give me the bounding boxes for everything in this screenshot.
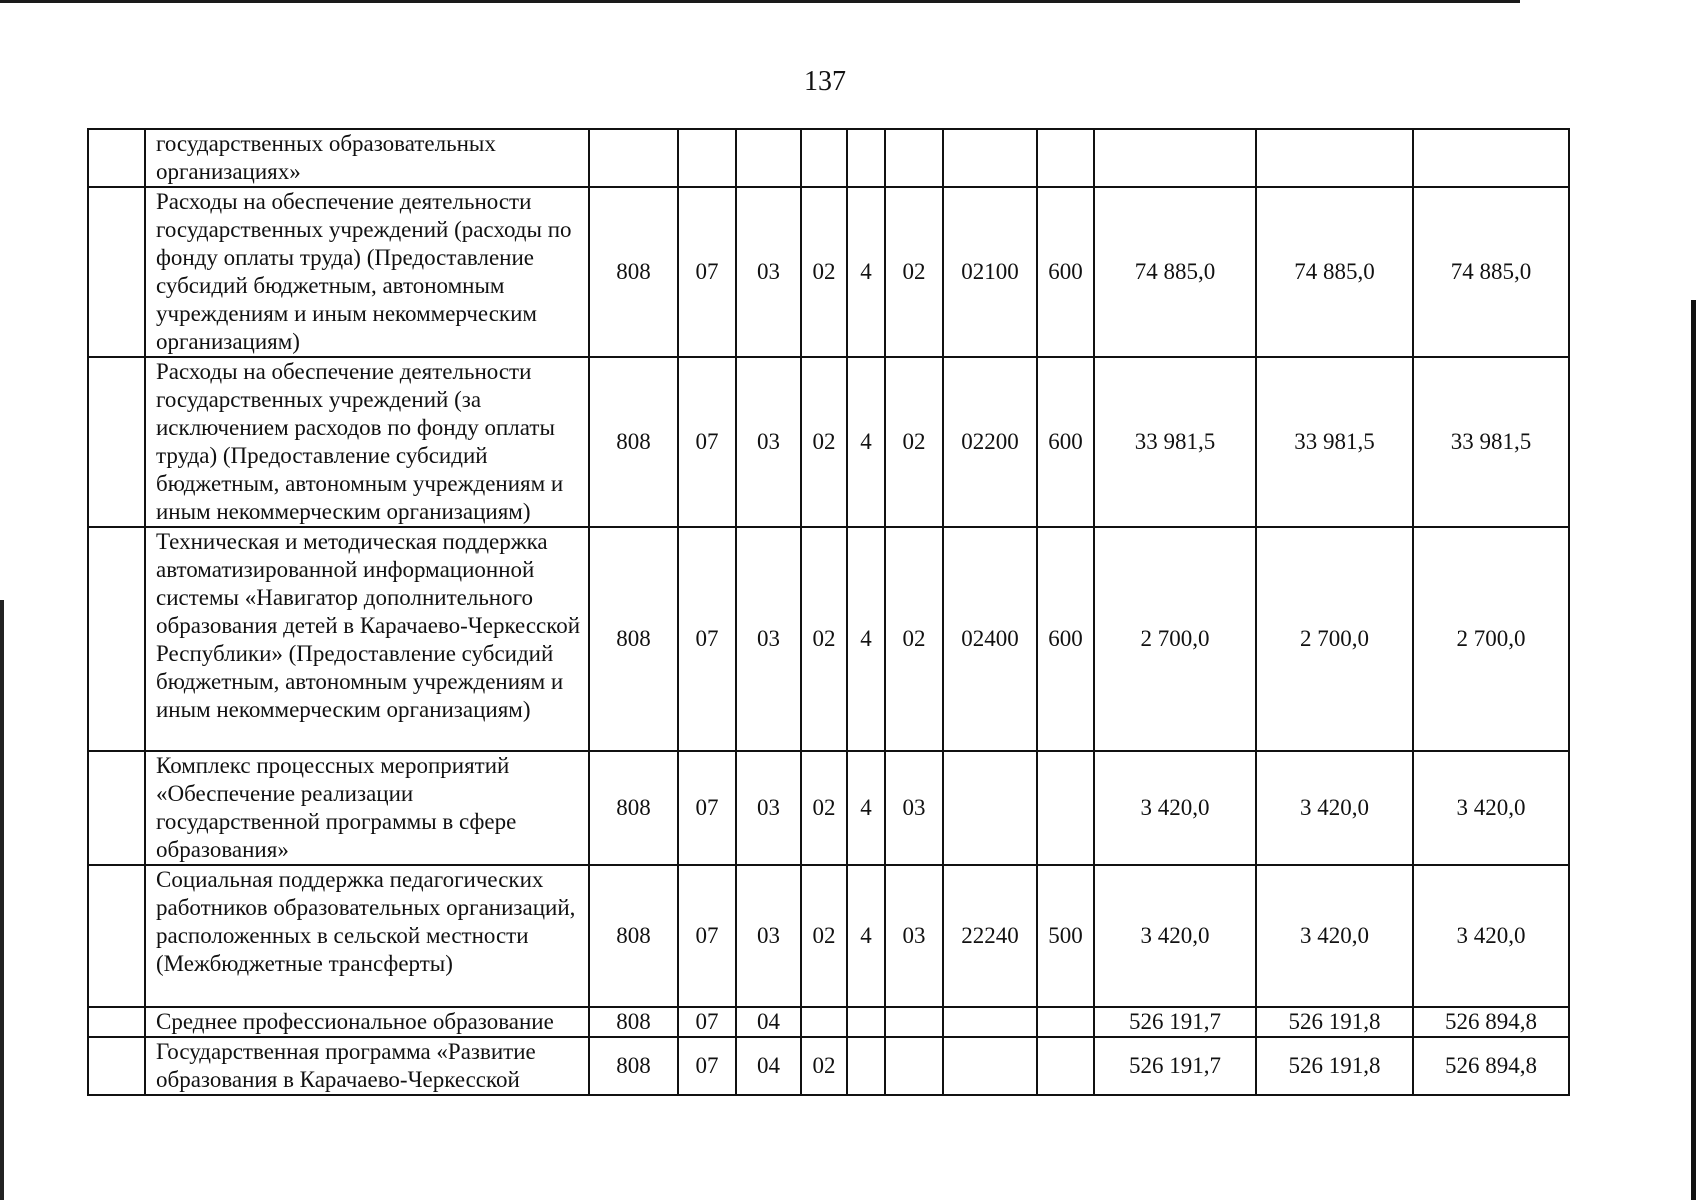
table-row [88, 129, 1569, 187]
row-name: Комплекс процессных мероприятий «Обеспечение реализации государственной программы в сфере образования» [145, 751, 589, 865]
code-expense-type: 600 [1037, 357, 1094, 527]
code-direction [943, 129, 1037, 187]
row-number-cell [88, 1007, 145, 1037]
code-direction [943, 751, 1037, 865]
row-name: Расходы на обеспечение деятельности государственных учреждений (за исключением расходов по фонду оплаты труда) (Предоставление субсидий бюджетным, автономным учреждениям и иным некоммерческим организациям) [145, 357, 589, 527]
code-section: 07 [678, 187, 736, 357]
code-expense-type [1037, 129, 1094, 187]
scan-edge-top [0, 0, 1520, 3]
table-row [88, 1007, 1569, 1037]
amount-year-1: 526 191,7 [1094, 1007, 1256, 1037]
code-expense-type: 600 [1037, 187, 1094, 357]
table-row [88, 357, 1569, 527]
amount-year-1: 3 420,0 [1094, 751, 1256, 865]
row-name: Среднее профессиональное образование [145, 1007, 589, 1037]
table-row [88, 187, 1569, 357]
code-event: 02 [885, 527, 943, 751]
row-number-cell [88, 129, 145, 187]
amount-year-3: 33 981,5 [1413, 357, 1569, 527]
code-program: 02 [801, 865, 847, 1007]
code-event [885, 1007, 943, 1037]
table-row [88, 865, 1569, 1007]
code-type: 4 [847, 751, 885, 865]
code-section: 07 [678, 865, 736, 1007]
code-type [847, 1037, 885, 1095]
amount-year-3: 3 420,0 [1413, 751, 1569, 865]
row-number-cell [88, 357, 145, 527]
amount-year-2: 74 885,0 [1256, 187, 1413, 357]
code-expense-type: 600 [1037, 527, 1094, 751]
code-section [678, 129, 736, 187]
amount-year-3: 2 700,0 [1413, 527, 1569, 751]
code-section: 07 [678, 1037, 736, 1095]
code-ministry: 808 [589, 527, 678, 751]
code-subsection: 03 [736, 751, 801, 865]
code-program: 02 [801, 751, 847, 865]
code-type [847, 1007, 885, 1037]
code-type: 4 [847, 187, 885, 357]
amount-year-3: 526 894,8 [1413, 1007, 1569, 1037]
code-direction: 02100 [943, 187, 1037, 357]
scan-edge-right [1691, 300, 1696, 1200]
code-event: 02 [885, 357, 943, 527]
amount-year-3: 526 894,8 [1413, 1037, 1569, 1095]
code-ministry: 808 [589, 865, 678, 1007]
code-event [885, 129, 943, 187]
code-event: 03 [885, 751, 943, 865]
code-ministry: 808 [589, 751, 678, 865]
amount-year-1: 2 700,0 [1094, 527, 1256, 751]
code-type: 4 [847, 357, 885, 527]
amount-year-2: 526 191,8 [1256, 1037, 1413, 1095]
code-direction [943, 1037, 1037, 1095]
code-subsection: 04 [736, 1007, 801, 1037]
row-number-cell [88, 527, 145, 751]
code-expense-type [1037, 1037, 1094, 1095]
code-ministry: 808 [589, 1007, 678, 1037]
amount-year-1 [1094, 129, 1256, 187]
code-section: 07 [678, 357, 736, 527]
code-event: 03 [885, 865, 943, 1007]
code-ministry [589, 129, 678, 187]
scan-edge-left [0, 600, 4, 1200]
code-ministry: 808 [589, 187, 678, 357]
code-ministry: 808 [589, 357, 678, 527]
code-direction: 22240 [943, 865, 1037, 1007]
row-name: Социальная поддержка педагогических работников образовательных организаций, расположенных в сельской местности (Межбюджетные трансферты) [145, 865, 589, 1007]
table-row [88, 527, 1569, 751]
code-ministry: 808 [589, 1037, 678, 1095]
budget-table [87, 128, 1570, 1096]
code-program: 02 [801, 1037, 847, 1095]
code-direction: 02200 [943, 357, 1037, 527]
code-subsection: 03 [736, 527, 801, 751]
code-program: 02 [801, 187, 847, 357]
row-name: государственных образовательных организациях» [145, 129, 589, 187]
table-row [88, 751, 1569, 865]
code-section: 07 [678, 1007, 736, 1037]
code-expense-type [1037, 751, 1094, 865]
code-direction [943, 1007, 1037, 1037]
amount-year-1: 74 885,0 [1094, 187, 1256, 357]
code-type: 4 [847, 865, 885, 1007]
code-type [847, 129, 885, 187]
code-subsection: 03 [736, 357, 801, 527]
code-event: 02 [885, 187, 943, 357]
code-direction: 02400 [943, 527, 1037, 751]
row-name: Государственная программа «Развитие образования в Карачаево-Черкесской [145, 1037, 589, 1095]
table-row [88, 1037, 1569, 1095]
code-type: 4 [847, 527, 885, 751]
amount-year-2: 2 700,0 [1256, 527, 1413, 751]
amount-year-3: 74 885,0 [1413, 187, 1569, 357]
amount-year-2: 526 191,8 [1256, 1007, 1413, 1037]
row-name: Техническая и методическая поддержка автоматизированной информационной системы «Навигатор дополнительного образования детей в Карачаево-Черкесской Республики» (Предоставление субсидий бюджетным, автономным учреждениям и иным некоммерческим организациям) [145, 527, 589, 751]
amount-year-1: 33 981,5 [1094, 357, 1256, 527]
code-program [801, 1007, 847, 1037]
code-subsection: 04 [736, 1037, 801, 1095]
code-subsection: 03 [736, 187, 801, 357]
code-program [801, 129, 847, 187]
code-section: 07 [678, 751, 736, 865]
code-program: 02 [801, 527, 847, 751]
amount-year-2: 3 420,0 [1256, 751, 1413, 865]
code-expense-type: 500 [1037, 865, 1094, 1007]
row-name: Расходы на обеспечение деятельности государственных учреждений (расходы по фонду оплаты труда) (Предоставление субсидий бюджетным, автономным учреждениям и иным некоммерческим организациям) [145, 187, 589, 357]
code-expense-type [1037, 1007, 1094, 1037]
amount-year-2 [1256, 129, 1413, 187]
amount-year-1: 526 191,7 [1094, 1037, 1256, 1095]
amount-year-3 [1413, 129, 1569, 187]
amount-year-1: 3 420,0 [1094, 865, 1256, 1007]
amount-year-2: 33 981,5 [1256, 357, 1413, 527]
row-number-cell [88, 1037, 145, 1095]
code-program: 02 [801, 357, 847, 527]
row-number-cell [88, 865, 145, 1007]
code-subsection: 03 [736, 865, 801, 1007]
amount-year-2: 3 420,0 [1256, 865, 1413, 1007]
row-number-cell [88, 751, 145, 865]
code-event [885, 1037, 943, 1095]
code-section: 07 [678, 527, 736, 751]
code-subsection [736, 129, 801, 187]
page-number: 137 [804, 66, 846, 97]
row-number-cell [88, 187, 145, 357]
amount-year-3: 3 420,0 [1413, 865, 1569, 1007]
